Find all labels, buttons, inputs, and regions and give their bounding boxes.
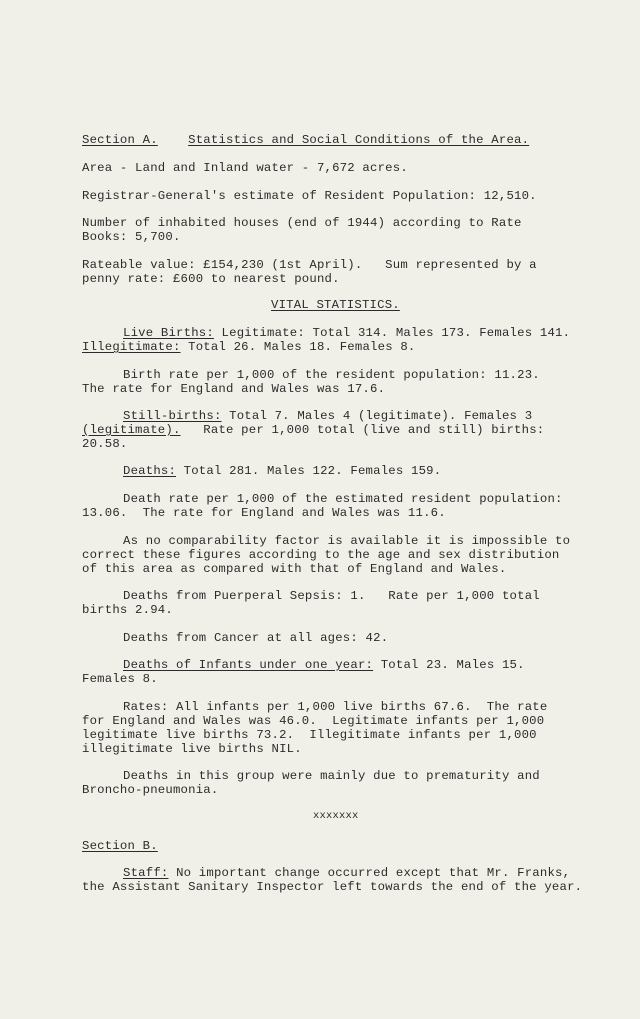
section-divider: xxxxxxx (313, 810, 359, 822)
infant-deaths-line-2: Females 8. (82, 672, 158, 686)
rateable-line-1: Rateable value: £154,230 (1st April). Sum represented by a (82, 258, 537, 272)
still-births-line-3: 20.58. (82, 437, 128, 451)
section-b-label-text: Section B. (82, 839, 158, 853)
houses-line-1: Number of inhabited houses (end of 1944) according to Rate (82, 216, 522, 230)
puerperal-line-1: Deaths from Puerperal Sepsis: 1. Rate per 1,000 total (123, 589, 540, 603)
puerperal-line-2: births 2.94. (82, 603, 173, 617)
deaths-values: Total 281. Males 122. Females 159. (176, 464, 442, 478)
section-a-header (82, 133, 529, 147)
live-births-label: Live Births: (123, 326, 214, 340)
still-births-rate: Rate per 1,000 total (live and still) births: (180, 423, 545, 437)
still-births-label: Still-births: (123, 409, 222, 423)
rates-line-1: Rates: All infants per 1,000 live births 67.6. The rate (123, 700, 548, 714)
section-b-label (82, 839, 158, 853)
birth-rate-line-2: The rate for England and Wales was 17.6. (82, 382, 386, 396)
population-line: Registrar-General's estimate of Resident Population: 12,510. (82, 189, 537, 203)
still-births-line-1 (123, 409, 532, 423)
vital-statistics-heading (271, 298, 400, 312)
staff-line-1 (123, 866, 570, 880)
houses-line-2: Books: 5,700. (82, 230, 181, 244)
infant-deaths-values: Total 23. Males 15. (373, 658, 525, 672)
rates-line-2: for England and Wales was 46.0. Legitimate infants per 1,000 (82, 714, 545, 728)
staff-text: No important change occurred except that Mr. Franks, (168, 866, 571, 880)
rates-line-4: illegitimate live births NIL. (82, 742, 302, 756)
live-births-line (123, 326, 570, 340)
death-rate-line-1: Death rate per 1,000 of the estimated resident population: (123, 492, 563, 506)
still-births-values: Total 7. Males 4 (legitimate). Females 3 (221, 409, 533, 423)
staff-label: Staff: (123, 866, 169, 880)
death-rate-line-2: 13.06. The rate for England and Wales was 11.6. (82, 506, 446, 520)
infant-deaths-label: Deaths of Infants under one year: (123, 658, 374, 672)
deaths-label: Deaths: (123, 464, 177, 478)
deaths-line (123, 464, 441, 478)
illegitimate-values: Total 26. Males 18. Females 8. (180, 340, 416, 354)
still-births-legitimate: (legitimate). (82, 423, 181, 437)
section-a-title: Statistics and Social Conditions of the Area. (188, 133, 530, 147)
comparability-line-3: of this area as compared with that of England and Wales. (82, 562, 507, 576)
rates-line-3: legitimate live births 73.2. Illegitimate infants per 1,000 (82, 728, 537, 742)
live-births-values: Legitimate: Total 314. Males 173. Females 141. (213, 326, 571, 340)
vital-heading-text: VITAL STATISTICS. (271, 298, 400, 312)
cancer-line: Deaths from Cancer at all ages: 42. (123, 631, 389, 645)
infant-deaths-line-1 (123, 658, 525, 672)
rateable-line-2: penny rate: £600 to nearest pound. (82, 272, 340, 286)
group-line-2: Broncho-pneumonia. (82, 783, 219, 797)
staff-line-2: the Assistant Sanitary Inspector left towards the end of the year. (82, 880, 583, 894)
illegitimate-label: Illegitimate: (82, 340, 181, 354)
section-a-label: Section A. (82, 133, 158, 147)
area-line: Area - Land and Inland water - 7,672 acres. (82, 161, 408, 175)
comparability-line-1: As no comparability factor is available it is impossible to (123, 534, 571, 548)
birth-rate-line-1: Birth rate per 1,000 of the resident population: 11.23. (123, 368, 540, 382)
comparability-line-2: correct these figures according to the age and sex distribution (82, 548, 560, 562)
illegitimate-line (82, 340, 416, 354)
group-line-1: Deaths in this group were mainly due to prematurity and (123, 769, 540, 783)
still-births-line-2 (82, 423, 544, 437)
